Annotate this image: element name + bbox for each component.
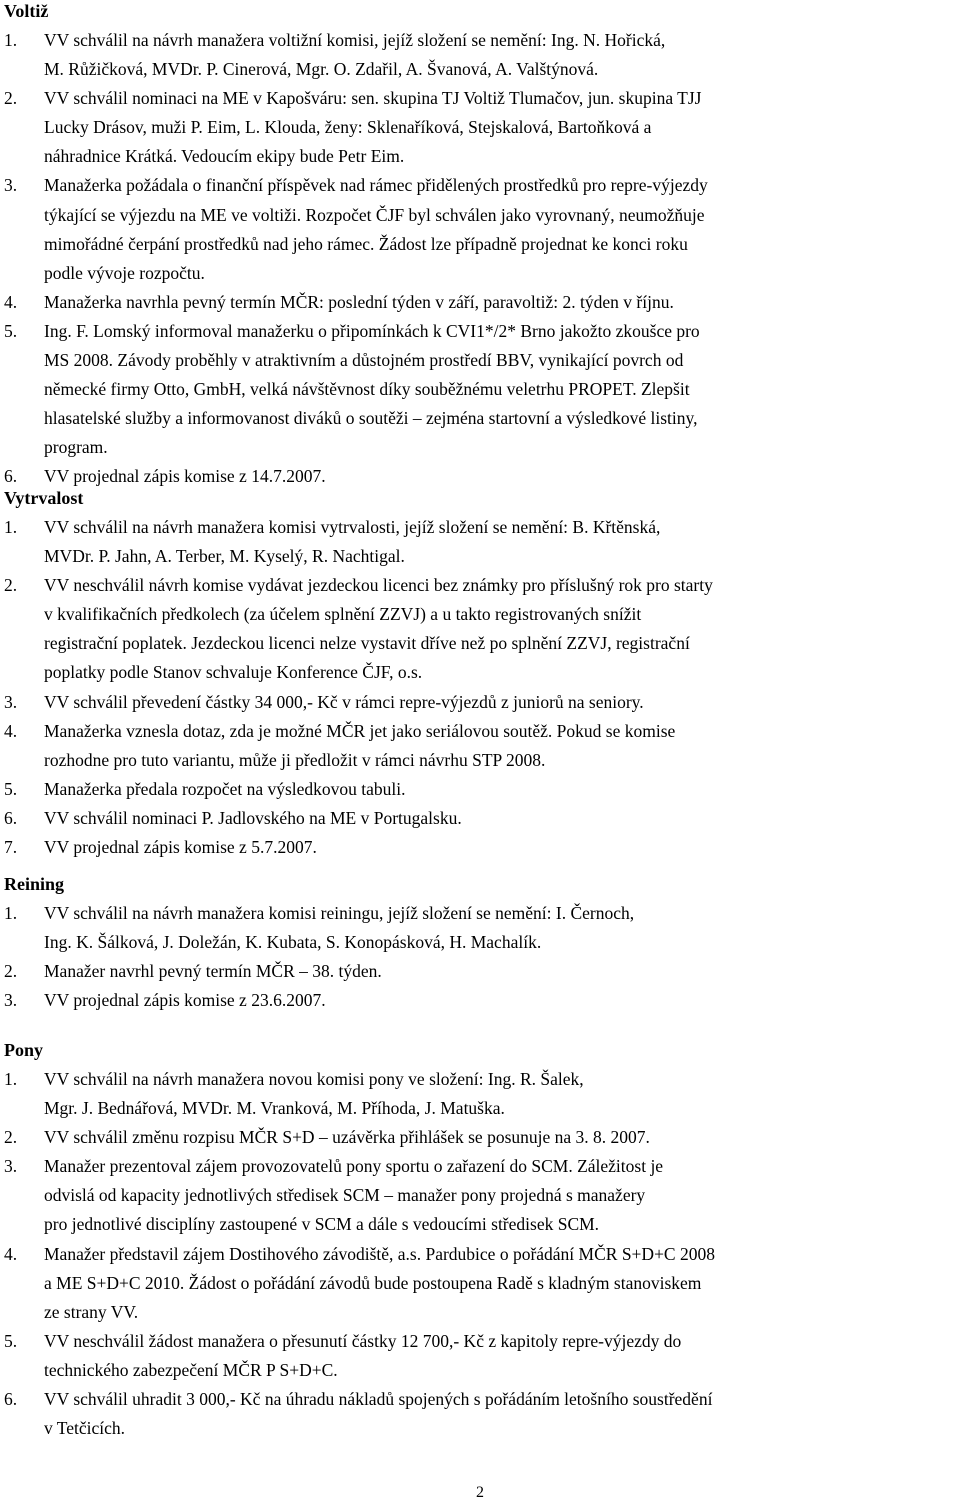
list-item	[4, 26, 956, 84]
item-text	[44, 1065, 956, 1123]
item-number: 3.	[4, 1156, 18, 1177]
item-text	[44, 899, 956, 957]
text-line: VV projednal zápis komise z 5.7.2007.	[44, 837, 317, 858]
item-number: 3.	[4, 691, 18, 712]
item-number: 4.	[4, 291, 18, 312]
text-line: VV projednal zápis komise z 14.7.2007.	[44, 466, 326, 487]
text-line: týkající se výjezdu na ME ve voltiži. Rozpočet ČJF byl schválen jako vyrovnaný, neumožňuje	[44, 204, 705, 225]
list-item	[4, 804, 956, 833]
text-line: v Tetčicích.	[44, 1418, 126, 1439]
item-number: 1.	[4, 1069, 18, 1089]
text-line: technického zabezpečení MČR P S+D+C.	[44, 1359, 338, 1380]
text-line: Manažerka navrhla pevný termín MČR: poslední týden v září, paravoltiž: 2. týden v říjnu.	[44, 291, 674, 312]
item-number: 5.	[4, 778, 18, 799]
list-item	[4, 1065, 956, 1123]
item-number: 3.	[4, 990, 18, 1011]
text-line: VV neschválil návrh komise vydávat jezdeckou licenci bez známky pro příslušný rok pro starty	[44, 575, 713, 596]
list-item	[4, 1385, 956, 1443]
text-line: náhradnice Krátká. Vedoucím ekipy bude Petr Eim.	[44, 146, 405, 167]
list-item	[4, 513, 956, 571]
item-number: 6.	[4, 1389, 18, 1410]
text-line: hlasatelské služby a informovanost diváků o soutěži – zejména startovní a výsledkové listiny,	[44, 408, 698, 429]
text-line: Manažerka předala rozpočet na výsledkovou tabuli.	[44, 778, 406, 799]
section-vytrvalost	[4, 488, 956, 862]
item-number: 6.	[4, 466, 18, 487]
item-text	[44, 1152, 956, 1239]
text-line: Manažer prezentoval zájem provozovatelů pony sportu o zařazení do SCM. Záležitost je	[44, 1156, 664, 1177]
text-line: pro jednotlivé disciplíny zastoupené v SCM a dále s vedoucími středisek SCM.	[44, 1214, 600, 1235]
list-item	[4, 717, 956, 775]
text-line: poplatky podle Stanov schvaluje Konference ČJF, o.s.	[44, 662, 423, 683]
item-number: 4.	[4, 720, 18, 741]
item-text	[44, 688, 956, 717]
text-line: Manažerka vznesla dotaz, zda je možné MČR jet jako seriálovou soutěž. Pokud se komise	[44, 720, 676, 741]
text-line: ze strany VV.	[44, 1301, 139, 1322]
text-line: registrační poplatek. Jezdeckou licenci nelze vystavit dříve než po splnění ZZVJ, registrační	[44, 633, 690, 654]
item-text	[44, 804, 956, 833]
item-text	[44, 986, 956, 1015]
text-line: VV schválil na návrh manažera novou komisi pony ve složení: Ing. R. Šalek,	[44, 1069, 584, 1089]
page-number: 2	[476, 1484, 484, 1501]
text-line: VV projednal zápis komise z 23.6.2007.	[44, 990, 326, 1011]
item-number: 4.	[4, 1243, 18, 1264]
text-line: VV schválil na návrh manažera voltižní komisi, jejíž složení se nemění: Ing. N. Hořická,	[44, 30, 666, 50]
text-line: odvislá od kapacity jednotlivých středisek SCM – manažer pony projedná s manažery	[44, 1185, 646, 1206]
list-item	[4, 1327, 956, 1385]
item-text	[44, 171, 956, 287]
item-text	[44, 775, 956, 804]
item-number: 5.	[4, 1330, 18, 1351]
item-text	[44, 833, 956, 862]
text-line: MS 2008. Závody proběhly v atraktivním a důstojném prostředí BBV, vynikající povrch od	[44, 350, 684, 371]
text-line: v kvalifikačních předkolech (za účelem splnění ZZVJ) a u takto registrovaných snížit	[44, 604, 642, 625]
item-number: 2.	[4, 575, 18, 596]
section-pony	[4, 1040, 956, 1443]
item-text	[44, 957, 956, 986]
text-line: VV schválil na návrh manažera komisi vytrvalosti, jejíž složení se nemění: B. Křtěnská,	[44, 517, 661, 537]
item-text	[44, 513, 956, 571]
section-heading: Voltiž	[4, 1, 49, 21]
item-number: 2.	[4, 88, 18, 109]
section-heading: Pony	[4, 1040, 44, 1060]
list-item	[4, 1240, 956, 1327]
item-text	[44, 571, 956, 687]
item-number: 3.	[4, 175, 18, 196]
item-text	[44, 717, 956, 775]
item-text	[44, 317, 956, 462]
text-line: mimořádné čerpání prostředků nad jeho rámec. Žádost lze případně projednat ke konci roku	[44, 233, 688, 254]
item-number: 1.	[4, 517, 18, 537]
text-line: program.	[44, 437, 108, 458]
item-text	[44, 1240, 956, 1327]
text-line: Ing. F. Lomský informoval manažerku o připomínkách k CVI1*/2* Brno jakožto zkoušce pro	[44, 320, 700, 341]
list-item	[4, 688, 956, 717]
item-number: 1.	[4, 903, 18, 923]
item-number: 6.	[4, 807, 18, 828]
text-line: podle vývoje rozpočtu.	[44, 262, 205, 283]
text-line: MVDr. P. Jahn, A. Terber, M. Kyselý, R. Nachtigal.	[44, 546, 405, 567]
list-item	[4, 899, 956, 957]
text-line: VV schválil uhradit 3 000,- Kč na úhradu nákladů spojených s pořádáním letošního soustředění	[44, 1389, 713, 1410]
text-line: Mgr. J. Bednářová, MVDr. M. Vranková, M. Příhoda, J. Matuška.	[44, 1098, 505, 1119]
item-list	[4, 513, 956, 862]
item-number: 2.	[4, 961, 18, 982]
list-item	[4, 288, 956, 317]
list-item	[4, 986, 956, 1015]
text-line: VV schválil nominaci na ME v Kapošváru: sen. skupina TJ Voltiž Tlumačov, jun. skupina TJJ	[44, 88, 702, 109]
list-item	[4, 775, 956, 804]
item-text	[44, 26, 956, 84]
list-item	[4, 1152, 956, 1239]
list-item	[4, 171, 956, 287]
text-line: německé firmy Otto, GmbH, velká návštěvnost díky souběžnému veletrhu PROPET. Zlepšit	[44, 379, 690, 400]
list-item	[4, 833, 956, 862]
section-reining	[4, 874, 956, 1015]
item-text	[44, 1327, 956, 1385]
text-line: Manažerka požádala o finanční příspěvek nad rámec přidělených prostředků pro repre-výjezdy	[44, 175, 708, 196]
text-line: VV schválil nominaci P. Jadlovského na ME v Portugalsku.	[44, 807, 462, 828]
item-list	[4, 26, 956, 492]
item-text	[44, 288, 956, 317]
item-number: 1.	[4, 30, 18, 50]
text-line: Ing. K. Šálková, J. Doležán, K. Kubata, S. Konopásková, H. Machalík.	[44, 932, 542, 953]
text-line: a ME S+D+C 2010. Žádost o pořádání závodů bude postoupena Radě s kladným stanoviskem	[44, 1272, 702, 1293]
section-heading: Reining	[4, 874, 65, 894]
list-item	[4, 317, 956, 462]
item-text	[44, 84, 956, 171]
text-line: VV schválil převedení částky 34 000,- Kč v rámci repre-výjezdů z juniorů na seniory.	[44, 691, 644, 712]
item-list	[4, 1065, 956, 1443]
text-line: Manažer navrhl pevný termín MČR – 38. týden.	[44, 961, 382, 982]
text-line: VV schválil na návrh manažera komisi reiningu, jejíž složení se nemění: I. Černoch,	[44, 903, 635, 923]
text-line: Manažer představil zájem Dostihového závodiště, a.s. Pardubice o pořádání MČR S+D+C 2008	[44, 1243, 715, 1264]
section-heading: Vytrvalost	[4, 488, 84, 508]
item-text	[44, 1385, 956, 1443]
text-line: rozhodne pro tuto variantu, může ji předložit v rámci návrhu STP 2008.	[44, 749, 546, 770]
text-line: M. Růžičková, MVDr. P. Cinerová, Mgr. O. Zdařil, A. Švanová, A. Valštýnová.	[44, 59, 599, 80]
item-number: 7.	[4, 837, 18, 858]
section-voltiz	[4, 1, 956, 492]
text-line: VV schválil změnu rozpisu MČR S+D – uzávěrka přihlášek se posunuje na 3. 8. 2007.	[44, 1127, 650, 1148]
list-item	[4, 571, 956, 687]
text-line: Lucky Drásov, muži P. Eim, L. Klouda, ženy: Sklenaříková, Stejskalová, Bartoňková a	[44, 117, 652, 138]
item-number: 5.	[4, 320, 18, 341]
list-item	[4, 957, 956, 986]
item-list	[4, 899, 956, 1015]
list-item	[4, 84, 956, 171]
item-text	[44, 1123, 956, 1152]
list-item	[4, 1123, 956, 1152]
item-number: 2.	[4, 1127, 18, 1148]
text-line: VV neschválil žádost manažera o přesunutí částky 12 700,- Kč z kapitoly repre-výjezdy do	[44, 1330, 682, 1351]
